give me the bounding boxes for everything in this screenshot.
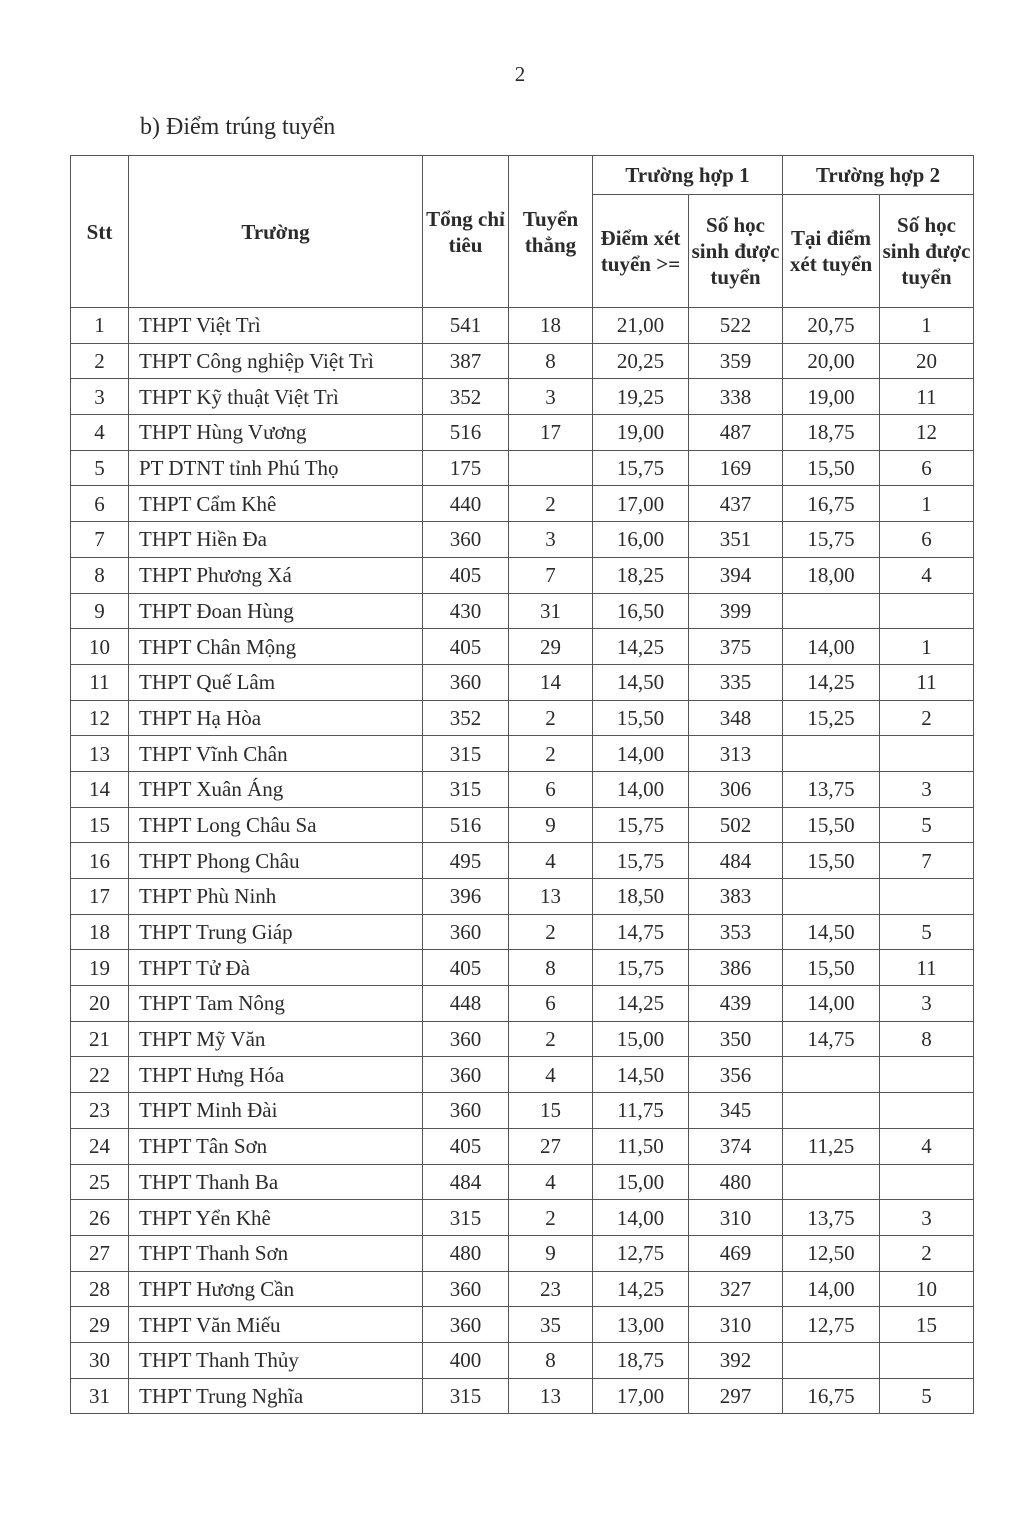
cell-case-2-score: 18,75	[783, 415, 880, 451]
cell-total-quota: 405	[423, 1128, 509, 1164]
cell-case-1-score: 19,00	[593, 415, 689, 451]
cell-case-2-score: 14,25	[783, 664, 880, 700]
cell-stt: 29	[71, 1307, 129, 1343]
cell-case-1-score: 11,50	[593, 1128, 689, 1164]
cell-school: THPT Công nghiệp Việt Trì	[129, 343, 423, 379]
cell-case-2-score	[783, 736, 880, 772]
cell-case-2-score	[783, 1057, 880, 1093]
cell-case-1-score: 14,25	[593, 629, 689, 665]
cell-case-2-score: 13,75	[783, 1200, 880, 1236]
cell-case-2-count: 3	[880, 986, 974, 1022]
cell-case-1-score: 21,00	[593, 308, 689, 344]
page-number: 2	[514, 62, 526, 86]
cell-total-quota: 387	[423, 343, 509, 379]
cell-case-1-count: 350	[689, 1021, 783, 1057]
cell-case-1-score: 14,25	[593, 1271, 689, 1307]
cell-case-2-score: 15,75	[783, 522, 880, 558]
cell-case-2-score: 16,75	[783, 486, 880, 522]
cell-school: THPT Phù Ninh	[129, 879, 423, 915]
table-row	[71, 807, 974, 843]
cell-stt: 1	[71, 308, 129, 344]
cell-total-quota: 405	[423, 629, 509, 665]
cell-direct-admission: 27	[509, 1128, 593, 1164]
header-case-1: Trường hợp 1	[593, 156, 783, 195]
cell-direct-admission: 7	[509, 557, 593, 593]
cell-total-quota: 480	[423, 1235, 509, 1271]
cell-stt: 16	[71, 843, 129, 879]
table-row	[71, 1307, 974, 1343]
cell-case-2-count	[880, 1164, 974, 1200]
cell-case-1-score: 14,25	[593, 986, 689, 1022]
cell-case-1-score: 11,75	[593, 1093, 689, 1129]
cell-case-2-score: 14,75	[783, 1021, 880, 1057]
cell-stt: 11	[71, 664, 129, 700]
cell-school: THPT Việt Trì	[129, 308, 423, 344]
cell-case-1-count: 351	[689, 522, 783, 558]
cell-stt: 9	[71, 593, 129, 629]
cell-stt: 13	[71, 736, 129, 772]
cell-stt: 17	[71, 879, 129, 915]
cell-stt: 3	[71, 379, 129, 415]
cell-direct-admission: 3	[509, 379, 593, 415]
cell-case-2-score: 11,25	[783, 1128, 880, 1164]
cell-stt: 25	[71, 1164, 129, 1200]
cell-case-2-count: 4	[880, 557, 974, 593]
cell-school: THPT Phương Xá	[129, 557, 423, 593]
cell-total-quota: 175	[423, 450, 509, 486]
cell-case-2-count	[880, 1057, 974, 1093]
cell-direct-admission: 4	[509, 1164, 593, 1200]
cell-school: THPT Kỹ thuật Việt Trì	[129, 379, 423, 415]
table-row	[71, 1164, 974, 1200]
cell-case-1-count: 297	[689, 1378, 783, 1414]
cell-case-2-score: 13,75	[783, 771, 880, 807]
cell-case-2-count: 11	[880, 379, 974, 415]
cell-total-quota: 400	[423, 1342, 509, 1378]
cell-total-quota: 360	[423, 1093, 509, 1129]
cell-case-2-count	[880, 736, 974, 772]
cell-direct-admission: 3	[509, 522, 593, 558]
table-row	[71, 700, 974, 736]
table-row	[71, 950, 974, 986]
cell-case-2-score	[783, 879, 880, 915]
cell-case-2-score: 19,00	[783, 379, 880, 415]
cell-case-2-count: 15	[880, 1307, 974, 1343]
cell-case-2-count	[880, 593, 974, 629]
cell-direct-admission: 8	[509, 950, 593, 986]
cell-school: THPT Xuân Áng	[129, 771, 423, 807]
cell-case-1-count: 480	[689, 1164, 783, 1200]
cell-total-quota: 360	[423, 664, 509, 700]
cell-case-1-count: 439	[689, 986, 783, 1022]
cell-case-2-score: 20,00	[783, 343, 880, 379]
cell-direct-admission: 13	[509, 879, 593, 915]
cell-total-quota: 352	[423, 700, 509, 736]
cell-total-quota: 360	[423, 1057, 509, 1093]
cell-total-quota: 315	[423, 771, 509, 807]
cell-school: THPT Minh Đài	[129, 1093, 423, 1129]
cell-case-1-score: 15,75	[593, 807, 689, 843]
table-row	[71, 308, 974, 344]
cell-case-1-count: 484	[689, 843, 783, 879]
cell-direct-admission: 35	[509, 1307, 593, 1343]
cell-school: THPT Văn Miếu	[129, 1307, 423, 1343]
cell-school: THPT Trung Nghĩa	[129, 1378, 423, 1414]
cell-stt: 15	[71, 807, 129, 843]
cell-direct-admission: 8	[509, 343, 593, 379]
header-school: Trường	[129, 156, 423, 308]
cell-case-1-count: 386	[689, 950, 783, 986]
cell-stt: 7	[71, 522, 129, 558]
cell-direct-admission: 9	[509, 1235, 593, 1271]
cell-direct-admission: 14	[509, 664, 593, 700]
header-case-2: Trường hợp 2	[783, 156, 974, 195]
cell-case-2-count: 11	[880, 950, 974, 986]
cell-total-quota: 484	[423, 1164, 509, 1200]
table-row	[71, 1057, 974, 1093]
cell-case-2-count: 10	[880, 1271, 974, 1307]
cell-case-2-count	[880, 1342, 974, 1378]
cell-case-2-count: 8	[880, 1021, 974, 1057]
cell-case-1-score: 15,75	[593, 950, 689, 986]
cell-total-quota: 360	[423, 914, 509, 950]
cell-case-1-count: 374	[689, 1128, 783, 1164]
cell-total-quota: 360	[423, 1307, 509, 1343]
cell-case-2-score: 15,25	[783, 700, 880, 736]
cell-case-1-score: 17,00	[593, 486, 689, 522]
cell-total-quota: 352	[423, 379, 509, 415]
cell-direct-admission	[509, 450, 593, 486]
cell-case-1-score: 18,50	[593, 879, 689, 915]
cell-total-quota: 495	[423, 843, 509, 879]
cell-case-2-score	[783, 1342, 880, 1378]
cell-case-2-score: 15,50	[783, 807, 880, 843]
cell-school: THPT Chân Mộng	[129, 629, 423, 665]
cell-school: THPT Long Châu Sa	[129, 807, 423, 843]
cell-direct-admission: 4	[509, 843, 593, 879]
cell-total-quota: 360	[423, 1021, 509, 1057]
cell-case-2-count: 4	[880, 1128, 974, 1164]
cell-case-2-count	[880, 879, 974, 915]
cell-case-1-score: 18,25	[593, 557, 689, 593]
table-row	[71, 593, 974, 629]
cell-school: THPT Mỹ Văn	[129, 1021, 423, 1057]
cell-case-2-count: 7	[880, 843, 974, 879]
cell-case-1-count: 502	[689, 807, 783, 843]
cell-total-quota: 315	[423, 1200, 509, 1236]
cell-case-1-score: 16,50	[593, 593, 689, 629]
cell-school: THPT Hạ Hòa	[129, 700, 423, 736]
cell-total-quota: 405	[423, 557, 509, 593]
cell-case-1-score: 14,00	[593, 1200, 689, 1236]
cell-direct-admission: 2	[509, 1200, 593, 1236]
cell-case-1-score: 14,50	[593, 664, 689, 700]
header-stt: Stt	[71, 156, 129, 308]
table-row	[71, 1200, 974, 1236]
cell-stt: 19	[71, 950, 129, 986]
cell-case-1-count: 375	[689, 629, 783, 665]
cell-school: THPT Đoan Hùng	[129, 593, 423, 629]
cell-case-1-score: 15,50	[593, 700, 689, 736]
cell-case-1-count: 345	[689, 1093, 783, 1129]
table-row	[71, 1128, 974, 1164]
cell-case-2-count: 6	[880, 522, 974, 558]
cell-school: THPT Hùng Vương	[129, 415, 423, 451]
cell-case-1-count: 310	[689, 1307, 783, 1343]
cell-direct-admission: 18	[509, 308, 593, 344]
cell-case-1-score: 18,75	[593, 1342, 689, 1378]
cell-total-quota: 360	[423, 522, 509, 558]
cell-stt: 18	[71, 914, 129, 950]
cell-stt: 8	[71, 557, 129, 593]
cell-case-1-score: 15,00	[593, 1021, 689, 1057]
cell-total-quota: 516	[423, 415, 509, 451]
cell-stt: 21	[71, 1021, 129, 1057]
table-row	[71, 843, 974, 879]
table-row	[71, 343, 974, 379]
cell-school: THPT Hưng Hóa	[129, 1057, 423, 1093]
cell-case-1-count: 348	[689, 700, 783, 736]
cell-case-1-count: 394	[689, 557, 783, 593]
cell-school: THPT Hương Cần	[129, 1271, 423, 1307]
cell-case-1-count: 383	[689, 879, 783, 915]
cell-school: THPT Quế Lâm	[129, 664, 423, 700]
cell-direct-admission: 6	[509, 986, 593, 1022]
cell-case-2-score	[783, 1093, 880, 1129]
cell-case-2-count: 1	[880, 308, 974, 344]
cell-direct-admission: 2	[509, 914, 593, 950]
admission-scores-table	[70, 155, 974, 1414]
cell-case-1-score: 16,00	[593, 522, 689, 558]
table-body	[71, 308, 974, 1414]
cell-stt: 26	[71, 1200, 129, 1236]
cell-case-1-count: 359	[689, 343, 783, 379]
cell-case-1-score: 14,00	[593, 736, 689, 772]
cell-stt: 31	[71, 1378, 129, 1414]
cell-case-1-score: 14,75	[593, 914, 689, 950]
table-row	[71, 736, 974, 772]
table-row	[71, 914, 974, 950]
cell-direct-admission: 17	[509, 415, 593, 451]
table-row	[71, 879, 974, 915]
cell-case-1-count: 338	[689, 379, 783, 415]
cell-direct-admission: 31	[509, 593, 593, 629]
table-row	[71, 1093, 974, 1129]
cell-case-2-score: 15,50	[783, 450, 880, 486]
cell-stt: 28	[71, 1271, 129, 1307]
cell-stt: 2	[71, 343, 129, 379]
cell-case-2-count: 6	[880, 450, 974, 486]
cell-stt: 5	[71, 450, 129, 486]
cell-school: THPT Tân Sơn	[129, 1128, 423, 1164]
cell-case-1-score: 12,75	[593, 1235, 689, 1271]
cell-case-1-count: 356	[689, 1057, 783, 1093]
table-row	[71, 1378, 974, 1414]
table-row	[71, 1021, 974, 1057]
cell-stt: 23	[71, 1093, 129, 1129]
cell-case-2-count: 5	[880, 807, 974, 843]
header-case-2-score: Tại điểm xét tuyển	[783, 195, 880, 308]
cell-case-1-score: 13,00	[593, 1307, 689, 1343]
cell-case-1-count: 353	[689, 914, 783, 950]
cell-case-2-score: 15,50	[783, 843, 880, 879]
cell-direct-admission: 2	[509, 736, 593, 772]
cell-school: THPT Tử Đà	[129, 950, 423, 986]
cell-total-quota: 360	[423, 1271, 509, 1307]
cell-stt: 27	[71, 1235, 129, 1271]
cell-total-quota: 516	[423, 807, 509, 843]
cell-total-quota: 430	[423, 593, 509, 629]
cell-case-2-count: 2	[880, 700, 974, 736]
cell-case-2-score: 12,75	[783, 1307, 880, 1343]
cell-case-2-count: 3	[880, 771, 974, 807]
cell-case-2-count: 11	[880, 664, 974, 700]
cell-stt: 24	[71, 1128, 129, 1164]
cell-school: THPT Tam Nông	[129, 986, 423, 1022]
cell-case-1-count: 399	[689, 593, 783, 629]
cell-case-1-count: 327	[689, 1271, 783, 1307]
cell-case-2-score: 18,00	[783, 557, 880, 593]
cell-case-1-count: 437	[689, 486, 783, 522]
cell-case-2-count: 1	[880, 629, 974, 665]
cell-case-1-count: 169	[689, 450, 783, 486]
table-row	[71, 486, 974, 522]
cell-stt: 4	[71, 415, 129, 451]
cell-case-2-score: 16,75	[783, 1378, 880, 1414]
cell-direct-admission: 4	[509, 1057, 593, 1093]
cell-case-2-count: 1	[880, 486, 974, 522]
cell-case-2-score: 14,50	[783, 914, 880, 950]
header-case-1-count: Số học sinh được tuyển	[689, 195, 783, 308]
table-row	[71, 629, 974, 665]
cell-case-2-score: 20,75	[783, 308, 880, 344]
table-row	[71, 450, 974, 486]
cell-direct-admission: 9	[509, 807, 593, 843]
cell-total-quota: 541	[423, 308, 509, 344]
table-row	[71, 1342, 974, 1378]
cell-stt: 10	[71, 629, 129, 665]
cell-case-1-count: 335	[689, 664, 783, 700]
cell-direct-admission: 13	[509, 1378, 593, 1414]
cell-case-1-score: 15,75	[593, 450, 689, 486]
table-row	[71, 415, 974, 451]
cell-total-quota: 315	[423, 736, 509, 772]
table-row	[71, 986, 974, 1022]
cell-direct-admission: 29	[509, 629, 593, 665]
cell-school: PT DTNT tỉnh Phú Thọ	[129, 450, 423, 486]
table-row	[71, 664, 974, 700]
cell-case-2-score: 12,50	[783, 1235, 880, 1271]
cell-case-2-score	[783, 593, 880, 629]
cell-case-2-score: 14,00	[783, 1271, 880, 1307]
cell-case-1-score: 17,00	[593, 1378, 689, 1414]
cell-school: THPT Trung Giáp	[129, 914, 423, 950]
cell-direct-admission: 2	[509, 1021, 593, 1057]
table-row	[71, 1271, 974, 1307]
cell-case-2-count: 5	[880, 914, 974, 950]
cell-case-2-score: 15,50	[783, 950, 880, 986]
cell-case-2-score: 14,00	[783, 629, 880, 665]
cell-school: THPT Vĩnh Chân	[129, 736, 423, 772]
cell-direct-admission: 2	[509, 700, 593, 736]
cell-stt: 14	[71, 771, 129, 807]
header-total-quota: Tổng chỉ tiêu	[423, 156, 509, 308]
cell-school: THPT Yển Khê	[129, 1200, 423, 1236]
cell-case-1-count: 522	[689, 308, 783, 344]
cell-case-1-count: 392	[689, 1342, 783, 1378]
cell-case-1-score: 14,50	[593, 1057, 689, 1093]
cell-school: THPT Thanh Sơn	[129, 1235, 423, 1271]
cell-case-2-count: 12	[880, 415, 974, 451]
cell-school: THPT Hiền Đa	[129, 522, 423, 558]
table-row	[71, 1235, 974, 1271]
cell-total-quota: 448	[423, 986, 509, 1022]
cell-case-1-count: 306	[689, 771, 783, 807]
cell-case-2-count: 5	[880, 1378, 974, 1414]
cell-stt: 6	[71, 486, 129, 522]
cell-case-2-score: 14,00	[783, 986, 880, 1022]
cell-stt: 20	[71, 986, 129, 1022]
section-title: b) Điểm trúng tuyển	[140, 114, 336, 140]
cell-case-2-count: 2	[880, 1235, 974, 1271]
cell-school: THPT Phong Châu	[129, 843, 423, 879]
cell-direct-admission: 23	[509, 1271, 593, 1307]
table-row	[71, 771, 974, 807]
table-row	[71, 557, 974, 593]
cell-direct-admission: 2	[509, 486, 593, 522]
cell-case-1-score: 15,75	[593, 843, 689, 879]
table-row	[71, 522, 974, 558]
header-case-2-count: Số học sinh được tuyển	[880, 195, 974, 308]
cell-case-1-score: 19,25	[593, 379, 689, 415]
cell-stt: 30	[71, 1342, 129, 1378]
cell-stt: 12	[71, 700, 129, 736]
cell-case-1-score: 15,00	[593, 1164, 689, 1200]
cell-case-1-count: 487	[689, 415, 783, 451]
cell-total-quota: 405	[423, 950, 509, 986]
header-direct-admission: Tuyển thẳng	[509, 156, 593, 308]
cell-total-quota: 315	[423, 1378, 509, 1414]
table-row	[71, 379, 974, 415]
header-case-1-score: Điểm xét tuyển >=	[593, 195, 689, 308]
cell-case-1-count: 469	[689, 1235, 783, 1271]
cell-direct-admission: 15	[509, 1093, 593, 1129]
cell-case-2-count: 3	[880, 1200, 974, 1236]
cell-case-2-count	[880, 1093, 974, 1129]
cell-school: THPT Thanh Thủy	[129, 1342, 423, 1378]
cell-case-2-count: 20	[880, 343, 974, 379]
cell-case-2-score	[783, 1164, 880, 1200]
cell-case-1-score: 14,00	[593, 771, 689, 807]
cell-case-1-score: 20,25	[593, 343, 689, 379]
cell-case-1-count: 313	[689, 736, 783, 772]
cell-direct-admission: 8	[509, 1342, 593, 1378]
cell-total-quota: 440	[423, 486, 509, 522]
cell-direct-admission: 6	[509, 771, 593, 807]
cell-school: THPT Thanh Ba	[129, 1164, 423, 1200]
cell-case-1-count: 310	[689, 1200, 783, 1236]
cell-total-quota: 396	[423, 879, 509, 915]
cell-school: THPT Cẩm Khê	[129, 486, 423, 522]
cell-stt: 22	[71, 1057, 129, 1093]
